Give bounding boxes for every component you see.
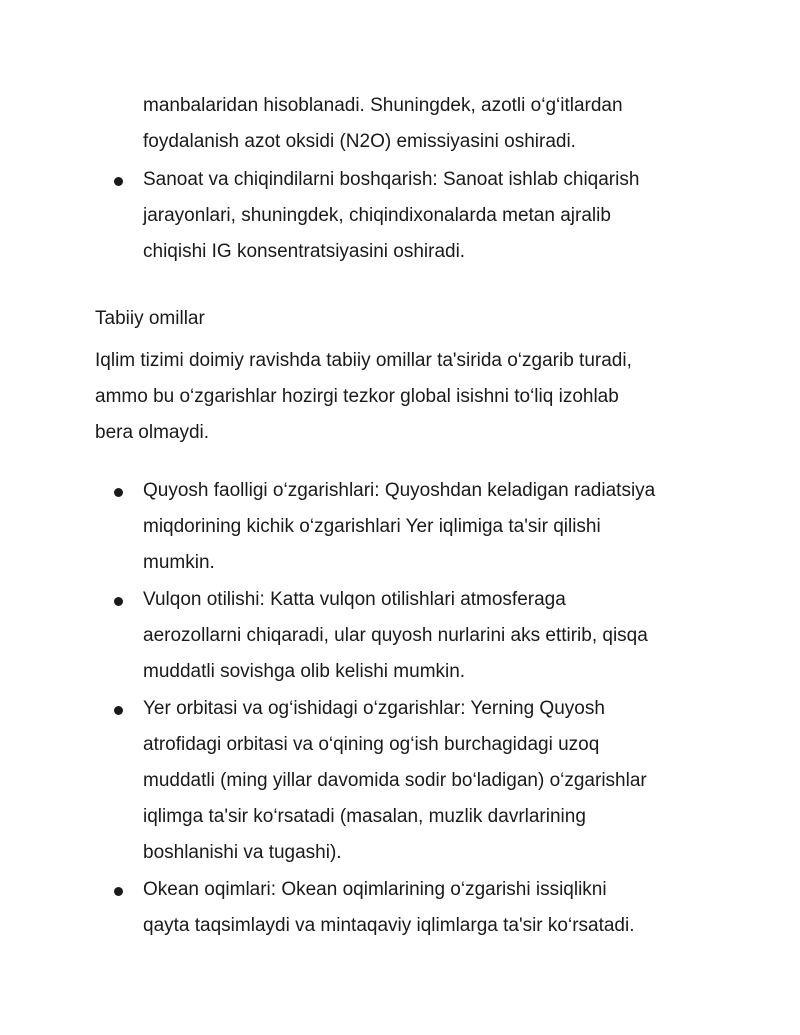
list-item-line: boshlanishi va tugashi). [143,842,342,863]
list-item-line: Vulqon otilishi: Katta vulqon otilishlari atmosferaga [143,589,566,610]
bullet-icon [114,887,123,896]
list-item-continuation-line: manbalaridan hisoblanadi. Shuningdek, azotli o‘g‘itlardan [143,95,623,116]
list-item-line: qayta taqsimlaydi va mintaqaviy iqlimlarga ta'sir ko‘rsatadi. [143,915,635,936]
list-item-line: miqdorining kichik o‘zgarishlari Yer iqlimiga ta'sir qilishi [143,516,601,537]
list-item-line: chiqishi IG konsentratsiyasini oshiradi. [143,241,466,262]
paragraph-line: ammo bu o‘zgarishlar hozirgi tezkor global isishni to‘liq izohlab [95,386,619,407]
list-item-line: jarayonlari, shuningdek, chiqindixonalarda metan ajralib [143,205,611,226]
list-item-line: Sanoat va chiqindilarni boshqarish: Sanoat ishlab chiqarish [143,169,640,190]
section-heading: Tabiiy omillar [95,308,205,329]
bullet-icon [114,597,123,606]
list-item-continuation-line: foydalanish azot oksidi (N2O) emissiyasini oshiradi. [143,131,576,152]
list-item-line: aerozollarni chiqaradi, ular quyosh nurlarini aks ettirib, qisqa [143,625,648,646]
list-item-line: mumkin. [143,552,215,573]
bullet-icon [114,177,123,186]
paragraph-line: bera olmaydi. [95,422,210,443]
list-item-line: Quyosh faolligi o‘zgarishlari: Quyoshdan keladigan radiatsiya [143,480,656,501]
bullet-icon [114,706,123,715]
list-item-line: iqlimga ta'sir ko‘rsatadi (masalan, muzlik davrlarining [143,806,586,827]
list-item-line: Yer orbitasi va og‘ishidagi o‘zgarishlar: Yerning Quyosh [143,698,605,719]
list-item-line: muddatli sovishga olib kelishi mumkin. [143,661,466,682]
list-item-line: Okean oqimlari: Okean oqimlarining o‘zgarishi issiqlikni [143,879,607,900]
list-item-line: muddatli (ming yillar davomida sodir bo‘ladigan) o‘zgarishlar [143,770,647,791]
list-item-line: atrofidagi orbitasi va o‘qining og‘ish burchagidagi uzoq [143,734,600,755]
bullet-icon [114,488,123,497]
paragraph-line: Iqlim tizimi doimiy ravishda tabiiy omillar ta'sirida o‘zgarib turadi, [95,350,632,371]
